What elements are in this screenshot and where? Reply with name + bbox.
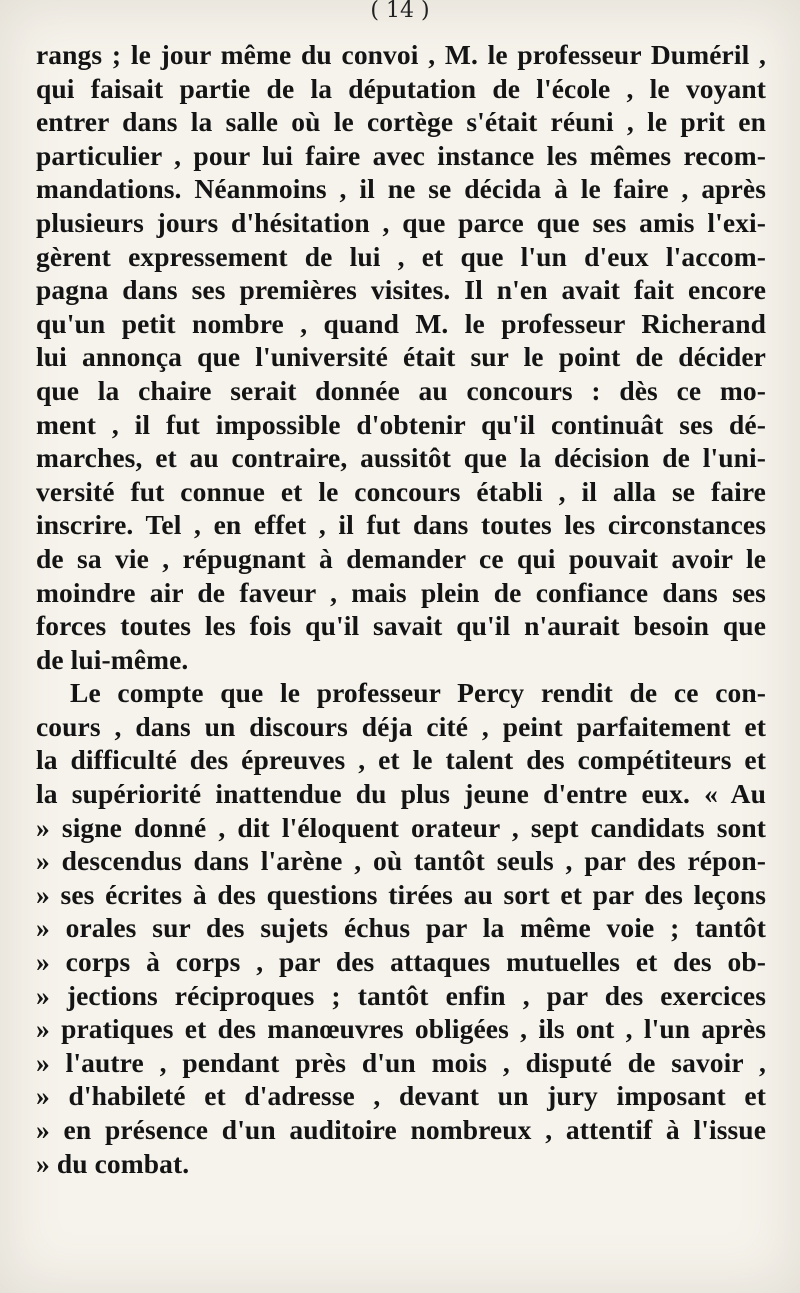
text-line: mandations. Néanmoins , il ne se décida à le faire , après [36, 173, 766, 205]
text-line: pagna dans ses premières visites. Il n'en avait fait encore [36, 274, 766, 306]
text-line: moindre air de faveur , mais plein de confiance dans ses [36, 576, 766, 608]
text-line: » ses écrites à des questions tirées au sort et par des leçons [36, 878, 766, 910]
text-line: particulier , pour lui faire avec instance les mêmes recom- [36, 139, 766, 171]
text-line: ment , il fut impossible d'obtenir qu'il continuât ses dé- [36, 408, 766, 440]
text-line: la difficulté des épreuves , et le talent des compétiteurs et [36, 744, 766, 776]
text-line: entrer dans la salle où le cortège s'était réuni , le prit en [36, 106, 766, 138]
text-line: marches, et au contraire, aussitôt que la décision de l'uni- [36, 442, 766, 474]
text-line: » orales sur des sujets échus par la même voie ; tantôt [36, 912, 766, 944]
paragraph-2 [36, 676, 766, 1180]
text-line: » corps à corps , par des attaques mutuelles et des ob- [36, 946, 766, 978]
text-line: » pratiques et des manœuvres obligées , ils ont , l'un après [36, 1013, 766, 1045]
text-line: plusieurs jours d'hésitation , que parce que ses amis l'exi- [36, 206, 766, 238]
text-line: » jections réciproques ; tantôt enfin , par des exercices [36, 979, 766, 1011]
text-line: la supériorité inattendue du plus jeune d'entre eux. « Au [36, 778, 766, 810]
text-line: » du combat. [36, 1147, 190, 1179]
text-line: qu'un petit nombre , quand M. le professeur Richerand [36, 307, 766, 339]
text-line: qui faisait partie de la députation de l'école , le voyant [36, 72, 766, 104]
text-line: lui annonça que l'université était sur le point de décider [36, 341, 766, 373]
text-line: versité fut connue et le concours établi , il alla se faire [36, 475, 766, 507]
text-line: inscrire. Tel , en effet , il fut dans toutes les circonstances [36, 509, 766, 541]
page-number: ( 14 ) [370, 0, 430, 23]
text-line: de sa vie , répugnant à demander ce qui pouvait avoir le [36, 542, 766, 574]
text-line: » descendus dans l'arène , où tantôt seuls , par des répon- [36, 845, 766, 877]
text-line: cours , dans un discours déja cité , peint parfaitement et [36, 710, 766, 742]
text-line: » en présence d'un auditoire nombreux , attentif à l'issue [36, 1114, 766, 1145]
text-line: Le compte que le professeur Percy rendit de ce con- [70, 677, 766, 709]
text-line: gèrent expressement de lui , et que l'un d'eux l'accom- [36, 240, 766, 272]
body-text [36, 38, 766, 1180]
text-line: rangs ; le jour même du convoi , M. le professeur Duméril , [36, 39, 766, 70]
paragraph-1 [36, 38, 766, 676]
text-line: » d'habileté et d'adresse , devant un jury imposant et [36, 1080, 766, 1112]
text-line: que la chaire serait donnée au concours : dès ce mo- [36, 374, 766, 406]
text-line: » l'autre , pendant près d'un mois , disputé de savoir , [36, 1046, 766, 1078]
text-line: forces toutes les fois qu'il savait qu'il n'aurait besoin que [36, 610, 766, 642]
text-line: de lui-même. [36, 643, 189, 675]
text-line: » signe donné , dit l'éloquent orateur , sept candidats sont [36, 811, 766, 843]
